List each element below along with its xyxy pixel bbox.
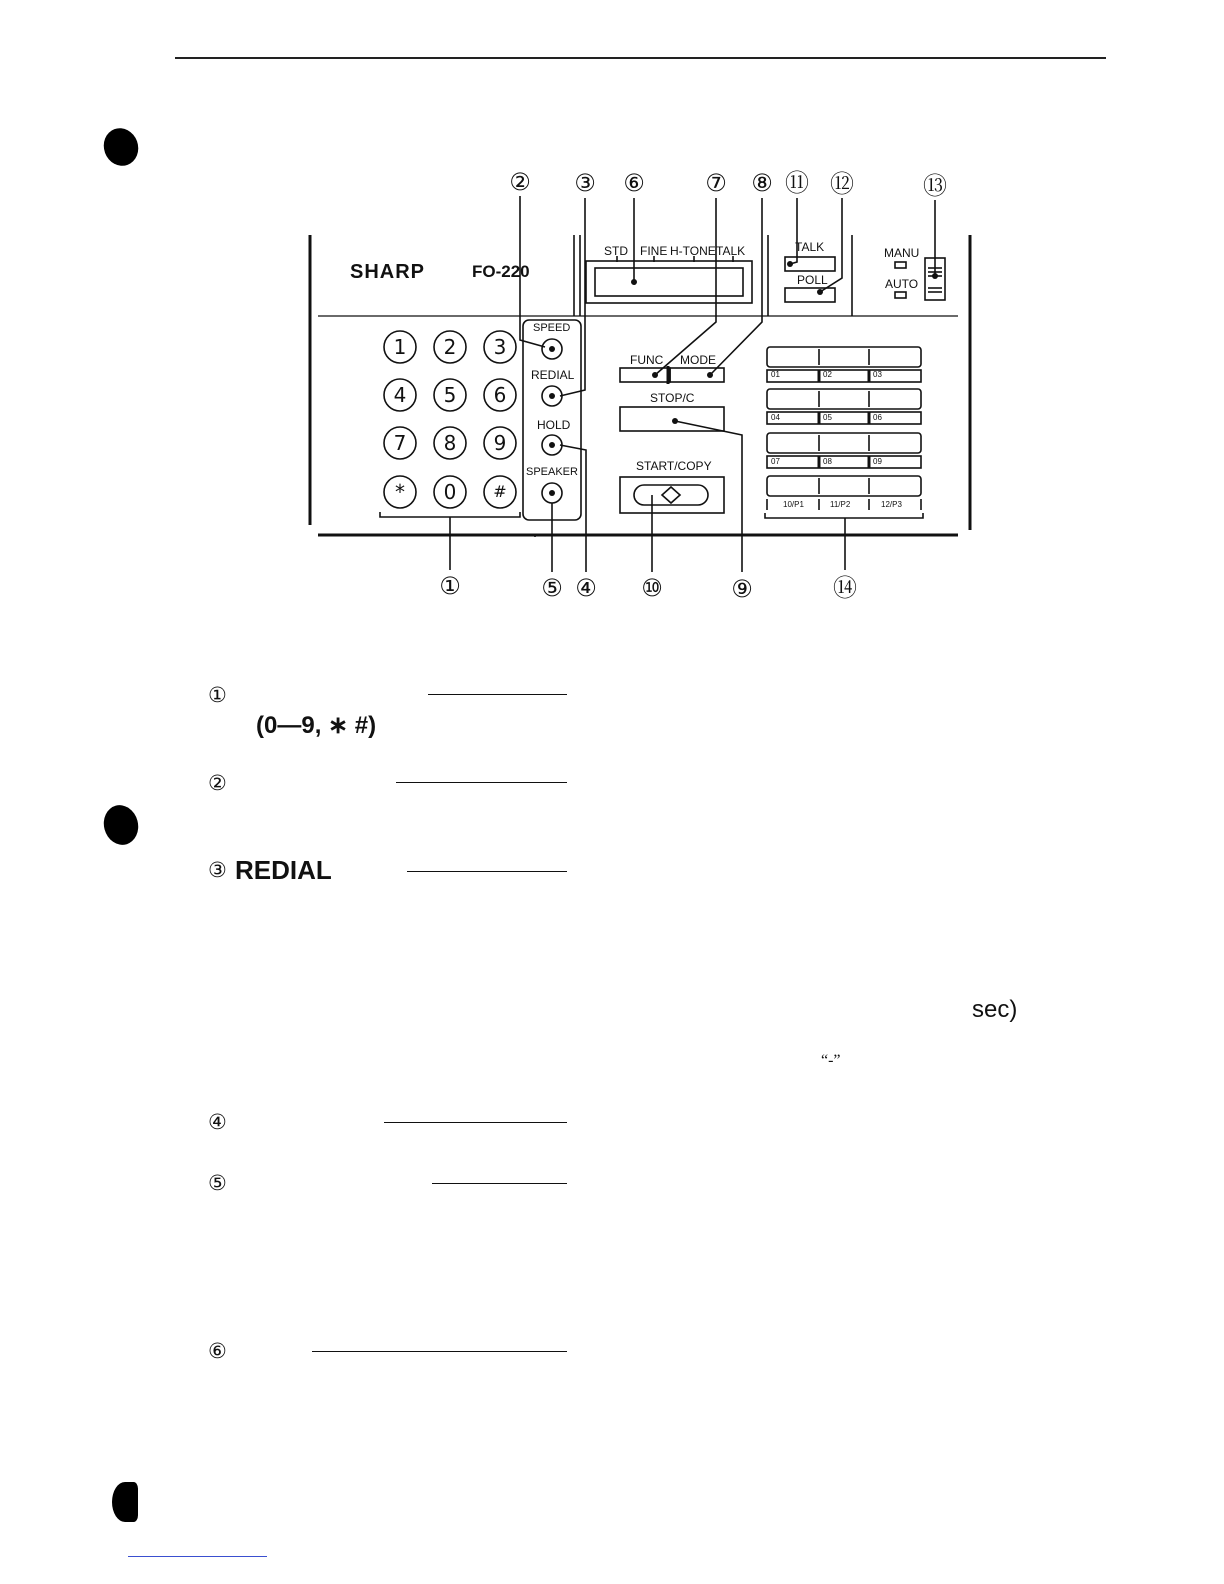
key-2: 2 [443,335,457,359]
onetouch-01: 01 [771,370,780,379]
stop-key-label: STOP/C [650,391,695,405]
key-7: 7 [393,431,407,455]
onetouch-02: 02 [823,370,832,379]
item-1-range: (0—9, ∗ #) [256,712,377,739]
onetouch-11-p2: 11/P2 [830,500,851,509]
footer-link-underline [128,1556,267,1557]
speaker-key-label: SPEAKER [526,466,578,478]
item-1-marker: ① [208,683,227,707]
callout-1: ① [439,572,461,600]
mode-htone-label: H-TONE [670,244,716,258]
onetouch-12-p3: 12/P3 [881,500,902,509]
mode-std-label: STD [604,244,628,258]
speed-key-label: SPEED [533,322,571,334]
onetouch-05: 05 [823,413,832,422]
start-key-label: START/COPY [636,459,712,473]
fax-panel-diagram [0,0,1224,640]
key-5: 5 [443,383,457,407]
mode-fine-label: FINE [640,244,668,258]
brand-logo: SHARP [350,261,426,283]
key-6: 6 [493,383,507,407]
punch-hole-bottom [112,1482,138,1522]
redial-key-label: REDIAL [531,368,575,382]
callout-2: ② [509,168,531,196]
key-4: 4 [393,383,407,407]
auto-label: AUTO [885,277,919,291]
callout-4: ④ [575,574,597,602]
key-1: 1 [393,335,407,359]
item-4-underline [384,1122,567,1123]
item-3-sec: sec) [972,996,1018,1023]
item-3-quote: “-” [821,1052,841,1069]
callout-6: ⑥ [623,169,645,197]
item-3-marker: ③ [208,858,227,882]
key-0: 0 [443,480,457,504]
item-5-underline [432,1183,567,1184]
mode-key-label: MODE [680,353,716,367]
poll-key-label: POLL [797,273,828,287]
item-6-underline [312,1351,567,1352]
func-key-label: FUNC [630,353,664,367]
item-1-underline [428,694,567,695]
mode-talk-label: TALK [716,244,746,258]
item-3-label: REDIAL [235,855,332,885]
key-8: 8 [443,431,457,455]
callout-13: ⑬ [923,172,947,200]
onetouch-07: 07 [771,457,780,466]
callout-12: ⑫ [830,170,854,198]
model-label: FO-220 [472,262,530,281]
onetouch-09: 09 [873,457,882,466]
item-2-marker: ② [208,771,227,795]
key-3: 3 [493,335,507,359]
onetouch-03: 03 [873,370,882,379]
callout-5: ⑤ [541,574,563,602]
onetouch-04: 04 [771,413,780,422]
manu-label: MANU [884,246,920,260]
callout-10: ⑩ [641,574,663,602]
callout-11: ⑪ [785,169,809,197]
punch-hole-middle [99,801,142,848]
item-5-marker: ⑤ [208,1171,227,1195]
item-6-marker: ⑥ [208,1339,227,1363]
key-9: 9 [493,431,507,455]
callout-3: ③ [574,169,596,197]
hold-key-label: HOLD [537,418,571,432]
callout-7: ⑦ [705,169,727,197]
onetouch-08: 08 [823,457,832,466]
callout-8: ⑧ [751,169,773,197]
onetouch-06: 06 [873,413,882,422]
callout-14: ⑭ [833,574,857,602]
key-hash: # [493,482,507,501]
item-2-underline [396,782,567,783]
item-4-marker: ④ [208,1110,227,1134]
key-star: * [395,480,405,504]
callout-9: ⑨ [731,575,753,603]
item-3-underline [407,871,567,872]
onetouch-10-p1: 10/P1 [783,500,804,509]
talk-key-label: TALK [795,240,825,254]
